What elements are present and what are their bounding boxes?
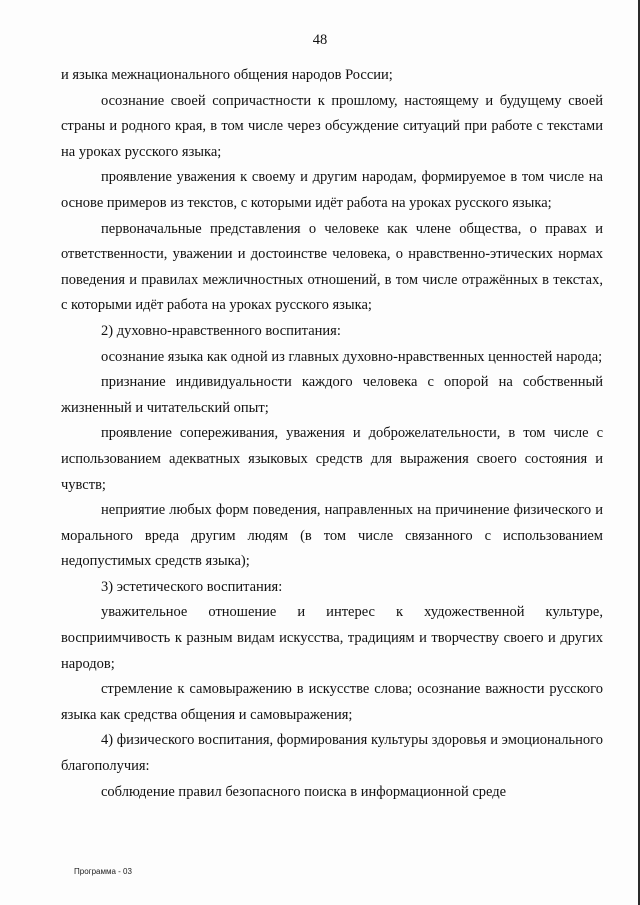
document-body (61, 63, 603, 805)
paragraph-empathy: проявление сопереживания, уважения и доброжелательности, в том числе с использованием адекватных языковых средств для выражения своего состояния и чувств; (61, 425, 603, 493)
paragraph-continuation: и языка межнационального общения народов России; (61, 67, 393, 83)
paragraph-individuality: признание индивидуальности каждого человека с опорой на собственный жизненный и читательский опыт; (61, 374, 603, 416)
footer-label: Программа - 03 (74, 867, 132, 876)
section-heading-aesthetic: 3) эстетического воспитания: (101, 578, 283, 595)
page-number: 48 (312, 32, 328, 48)
section-heading-spiritual-moral: 2) духовно-нравственного воспитания: (101, 322, 341, 339)
paragraph-rejection-of-harm: неприятие любых форм поведения, направленных на причинение физического и морального вреда другим людям (в том числе связанного с использованием недопустимых средств языка); (61, 502, 603, 570)
paragraph-respect-for-art: уважительное отношение и интерес к художественной культуре, восприимчивость к разным видам искусства, традициям и творчеству своего и других народов; (61, 604, 603, 672)
section-heading-physical: 4) физического воспитания, формирования культуры здоровья и эмоционального благополучия: (61, 732, 603, 775)
paragraph-respect-for-peoples: проявление уважения к своему и другим народам, формируемое в том числе на основе примеров из текстов, с которыми идёт работа на уроках русского языка; (61, 169, 603, 211)
paragraph-sense-of-belonging: осознание своей сопричастности к прошлому, настоящему и будущему своей страны и родного края, в том числе через обсуждение ситуаций при работе с текстами на уроках русского языка; (61, 92, 603, 160)
paragraph-initial-ideas: первоначальные представления о человеке как члене общества, о правах и ответственности, уважении и достоинстве человека, о нравственно-этических нормах поведения и правилах межличностных отношений, в том числе отражённых в текстах, с которыми идёт работа на уроках русского языка; (61, 220, 603, 314)
paragraph-self-expression: стремление к самовыражению в искусстве слова; осознание важности русского языка как средства общения и самовыражения; (61, 681, 603, 723)
paragraph-safe-search: соблюдение правил безопасного поиска в информационной среде (101, 783, 507, 800)
paragraph-language-as-value: осознание языка как одной из главных духовно-нравственных ценностей народа; (101, 348, 603, 365)
